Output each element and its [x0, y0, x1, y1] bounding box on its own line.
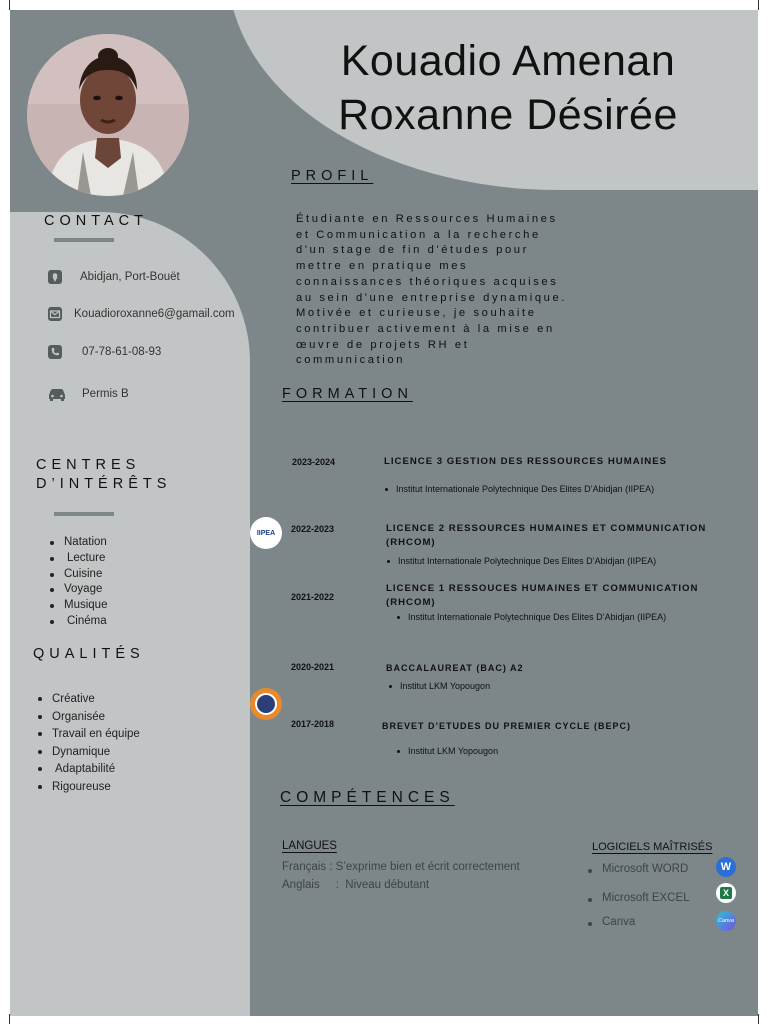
- formation-year: 2021-2022: [291, 592, 335, 602]
- contact-address-text: Abidjan, Port-Bouët: [80, 271, 180, 283]
- formation-degree: BACCALAUREAT (BAC) A2: [386, 663, 524, 673]
- formation-title: FORMATION: [282, 386, 413, 402]
- contact-phone[interactable]: [46, 343, 161, 361]
- name-line-1: Kouadio Amenan: [340, 37, 676, 85]
- profil-line: au sein d'une entreprise dynamique.: [296, 291, 568, 304]
- contact-phone-text[interactable]: 07-78-61-08-93: [82, 346, 162, 358]
- list-item: Voyage: [48, 582, 107, 598]
- formation-year: 2020-2021: [291, 662, 335, 672]
- profil-line: Motivée et curieuse, je souhaite: [296, 307, 537, 320]
- list-item: Créative: [36, 691, 140, 709]
- list-item: Natation: [48, 535, 107, 551]
- profil-line: Étudiante en Ressources Humaines: [296, 213, 558, 225]
- formation-degree: LICENCE 3 GESTION DES RESSOURCES HUMAINES: [384, 456, 668, 467]
- interets-divider: [54, 512, 114, 516]
- software-excel: Microsoft EXCEL: [586, 892, 690, 904]
- langue-anglais: Anglais : Niveau débutant: [282, 879, 430, 891]
- excel-icon: [716, 883, 736, 903]
- qualites-title: QUALITÉS: [33, 646, 145, 662]
- profile-photo: [27, 34, 189, 196]
- formation-degree: [386, 522, 706, 550]
- excel-icon-letter: X: [720, 887, 732, 899]
- profil-title: PROFIL: [291, 168, 374, 184]
- list-item: Musique: [48, 598, 107, 614]
- qualites-list: [36, 691, 140, 796]
- iipea-logo-text: IIPEA: [256, 529, 276, 537]
- interets-title-line-2: D’INTÉRÊTS: [36, 476, 172, 492]
- full-name: [258, 34, 758, 142]
- list-item: Organisée: [36, 709, 140, 727]
- list-item: Rigoureuse: [36, 779, 140, 797]
- interets-list: [48, 535, 107, 630]
- formation-school: Institut Internationale Polytechnique Des Elites D’Abidjan (IIPEA): [386, 556, 656, 566]
- profil-line: œuvre de projets RH et: [296, 338, 470, 351]
- contact-license: [46, 385, 129, 403]
- profil-line: et Communication a la recherche: [296, 228, 541, 241]
- formation-degree: [386, 582, 698, 610]
- crop-mark: [758, 1014, 766, 1024]
- sidebar: [10, 212, 250, 1016]
- formation-degree-line-2: (RHCOM): [386, 597, 436, 608]
- formation-year: 2022-2023: [291, 524, 335, 534]
- car-icon: [46, 385, 68, 403]
- formation-degree-line-2: (RHCOM): [386, 537, 436, 548]
- list-item: Cuisine: [48, 567, 107, 583]
- formation-degree: BREVET D’ETUDES DU PREMIER CYCLE (BEPC): [382, 721, 632, 731]
- lkm-logo-emblem: [255, 693, 277, 715]
- logiciels-title: LOGICIELS MAÎTRISÉS: [592, 841, 713, 853]
- interets-title: [36, 456, 171, 494]
- word-icon: [716, 857, 736, 877]
- formation-school: Institut Internationale Polytechnique Des Elites D’Abidjan (IIPEA): [396, 612, 666, 622]
- profil-line: d'un stage de fin d'études pour: [296, 244, 529, 257]
- profil-line: communication: [296, 354, 406, 367]
- mail-icon: [46, 305, 64, 323]
- name-line-2: Roxanne Désirée: [338, 91, 678, 139]
- profil-line: connaissances théoriques acquises: [296, 275, 559, 288]
- formation-school: Institut Internationale Polytechnique Des Elites D’Abidjan (IIPEA): [384, 484, 654, 494]
- software-word: Microsoft WORD: [586, 863, 688, 875]
- software-canva: Canva: [586, 916, 635, 928]
- crop-mark: [758, 0, 766, 10]
- crop-mark: [2, 1014, 10, 1024]
- contact-license-text: Permis B: [82, 388, 129, 400]
- formation-year: 2017-2018: [291, 719, 335, 729]
- langue-francais: Français : S’exprime bien et écrit correctement: [282, 861, 520, 873]
- cv-page: [10, 10, 758, 1016]
- phone-icon: [46, 343, 64, 361]
- list-item: Cinéma: [48, 614, 107, 630]
- interets-title-line-1: CENTRES: [36, 457, 141, 473]
- formation-degree-line-1: LICENCE 1 RESSOUCES HUMAINES ET COMMUNICATION: [386, 583, 699, 594]
- crop-mark: [2, 0, 10, 10]
- profil-line: mettre en pratique mes: [296, 260, 469, 273]
- list-item: Travail en équipe: [36, 726, 140, 744]
- profil-text: [296, 212, 676, 369]
- competences-title: COMPÉTENCES: [280, 789, 455, 806]
- location-pin-icon: [46, 268, 64, 286]
- formation-school: Institut LKM Yopougon: [396, 746, 498, 756]
- contact-email-text[interactable]: Kouadioroxanne6@gamail.com: [74, 308, 235, 320]
- contact-email[interactable]: [46, 305, 235, 323]
- iipea-logo: [250, 517, 282, 549]
- canva-icon-letter: Canva: [718, 918, 734, 924]
- list-item: Dynamique: [36, 744, 140, 762]
- formation-degree-line-1: LICENCE 2 RESSOURCES HUMAINES ET COMMUNICATION: [386, 523, 707, 534]
- contact-divider: [54, 238, 114, 242]
- profil-line: contribuer activement à la mise en: [296, 322, 555, 335]
- langues-title: LANGUES: [282, 840, 337, 852]
- contact-address: [46, 268, 180, 286]
- list-item: Lecture: [48, 551, 107, 567]
- formation-year: 2023-2024: [292, 457, 336, 467]
- contact-title: CONTACT: [44, 213, 149, 229]
- list-item: Adaptabilité: [36, 761, 140, 779]
- canva-icon: [716, 911, 736, 931]
- lkm-logo: [250, 688, 282, 720]
- word-icon-letter: W: [720, 861, 732, 873]
- formation-school: Institut LKM Yopougon: [388, 681, 490, 691]
